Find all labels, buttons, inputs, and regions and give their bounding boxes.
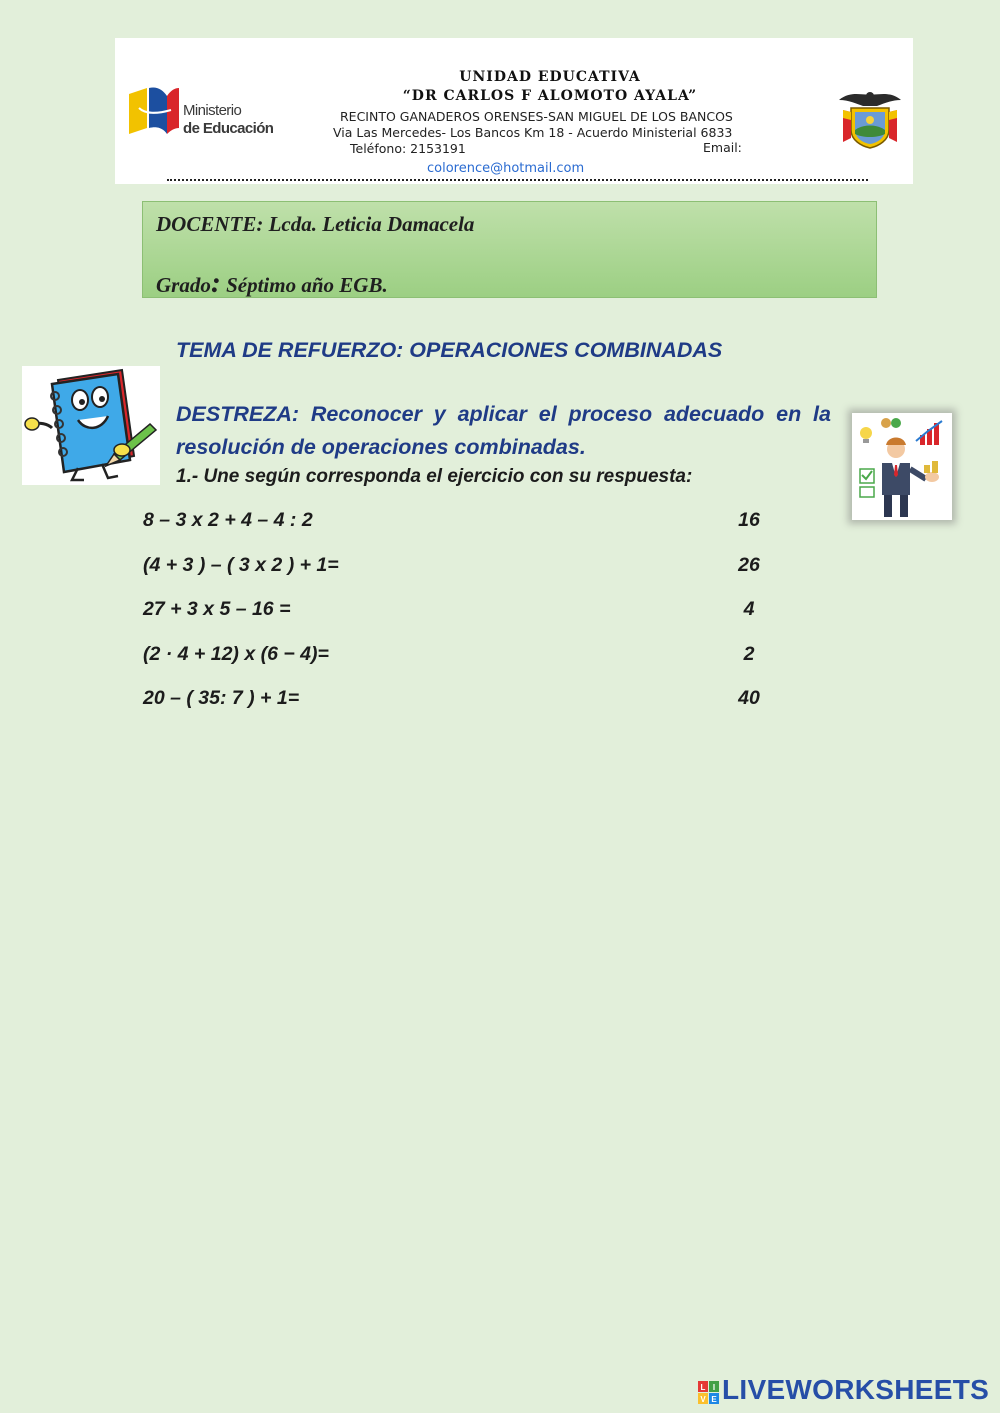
badge-letter-l: L [700,1383,706,1392]
school-name: “DR CARLOS F ALOMOTO AYALA” [402,88,698,104]
ministry-logo-text [183,102,283,138]
exercise-row-3[interactable] [143,598,783,628]
liveworksheets-badge-icon [698,1381,720,1405]
exercise-expression: (2 · 4 + 12) x (6 − 4)= [143,643,329,665]
school-email: colorence@hotmail.com [427,161,585,176]
ministry-line1: Ministerio [183,102,242,119]
school-address-line2: Via Las Mercedes- Los Bancos Km 18 - Acuerdo Ministerial 6833 [333,125,733,140]
badge-letter-v: V [700,1395,706,1404]
ministry-line2: de Educación [183,120,274,137]
school-address-line1: RECINTO GANADEROS ORENSES-SAN MIGUEL DE LOS BANCOS [340,109,733,124]
school-type: UNIDAD EDUCATIVA [459,69,641,85]
grade-label: Grado [156,273,211,297]
teacher-name: DOCENTE: Lcda. Leticia Damacela [156,212,475,236]
businessman-image [852,413,952,520]
exercise-expression: (4 + 3 ) – ( 3 x 2 ) + 1= [143,554,339,576]
answer-value[interactable]: 16 [738,509,760,531]
businessman-with-charts-icon [852,413,952,520]
answer-value[interactable]: 2 [743,643,755,665]
school-header-banner [115,38,913,184]
liveworksheets-brand[interactable]: LIVEWORKSHEETS [722,1374,990,1405]
notebook-cartoon-icon [22,366,160,485]
exercise-row-1[interactable] [143,509,783,539]
email-label: Email: [703,140,742,155]
grade-line [156,266,388,300]
skill-heading: DESTREZA: Reconocer y aplicar el proceso adecuado en la resolución de operaciones combinadas. [176,402,831,459]
ministry-logo [127,84,277,144]
exercise-instruction: 1.- Une según corresponda el ejercicio con su respuesta: [176,466,693,487]
teacher-info-box [142,201,877,298]
exercise-expression: 20 – ( 35: 7 ) + 1= [143,687,300,709]
badge-letter-e: E [711,1395,717,1404]
ecuador-coat-of-arms-icon [833,86,907,150]
answer-value[interactable]: 26 [738,554,760,576]
ministry-flag-icon [127,84,181,140]
grade-value: Séptimo año EGB. [220,273,388,297]
exercise-row-5[interactable] [143,687,783,717]
notebook-cartoon-image [22,366,160,485]
school-phone: Teléfono: 2153191 [350,141,466,156]
answer-value[interactable]: 40 [738,687,760,709]
header-dotted-divider [167,179,868,181]
badge-letter-i: I [712,1383,716,1392]
exercise-row-2[interactable] [143,554,783,584]
topic-heading: TEMA DE REFUERZO: OPERACIONES COMBINADAS [176,338,723,362]
exercise-row-4[interactable] [143,643,783,673]
exercise-expression: 8 – 3 x 2 + 4 – 4 : 2 [143,509,313,531]
answer-value[interactable]: 4 [743,598,755,620]
school-name-block [325,68,775,106]
grade-colon: : [210,266,221,299]
exercise-expression: 27 + 3 x 5 – 16 = [143,598,291,620]
